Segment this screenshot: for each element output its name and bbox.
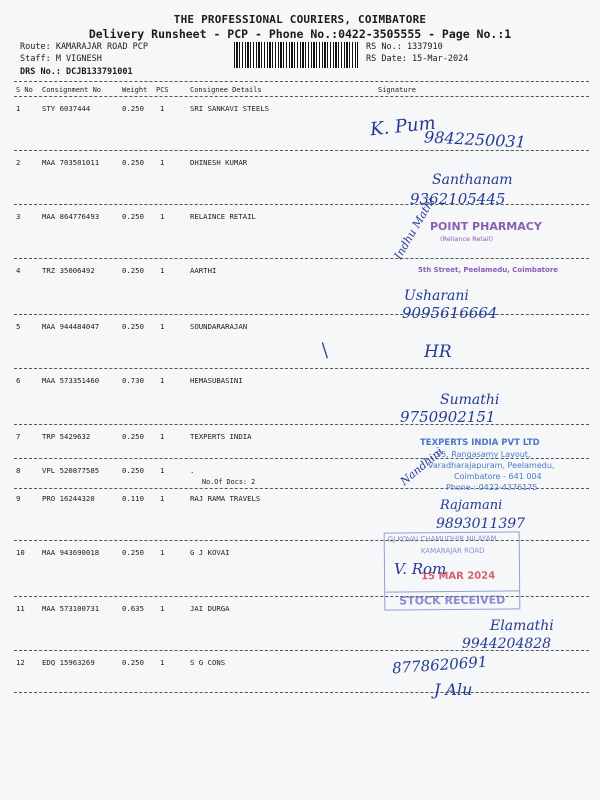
cell-name: S G CONS: [190, 658, 226, 667]
cell-name: .: [190, 466, 195, 475]
cell-cn: MAA 864776493: [42, 212, 100, 221]
cell-cn: TRZ 35006492: [42, 266, 95, 275]
barcode: [234, 42, 358, 68]
company-name: THE PROFESSIONAL COURIERS, COIMBATORE: [173, 13, 427, 26]
col-sno: S No: [16, 86, 33, 94]
route-label: Route: KAMARAJAR ROAD PCP: [20, 42, 148, 52]
cell-cn: MAA 573351460: [42, 376, 100, 385]
col-weight: Weight: [122, 86, 148, 94]
signature-phone-6: 9750902151: [400, 408, 496, 426]
cell-cn: MAA 703501011: [42, 158, 100, 167]
cell-name: HEMASUBASINI: [190, 376, 243, 385]
pharmacy-stamp: POINT PHARMACY: [430, 220, 542, 233]
cell-wt: 0.635: [122, 604, 144, 613]
cell-pcs: 1: [160, 432, 165, 441]
cell-name: JAI DURGA: [190, 604, 230, 613]
cell-wt: 0.730: [122, 376, 144, 385]
cell-sno: 7: [16, 432, 21, 441]
gj-stamp-line1: GJ KOVAI CHAMUDHIR NILAYAM: [387, 534, 497, 544]
cell-wt: 0.250: [122, 104, 144, 113]
row-divider: [14, 692, 589, 693]
cell-sno: 1: [16, 104, 21, 113]
signature-phone-11: 9944204828: [462, 636, 552, 652]
texperts-stamp-line2: 55, Rangasamy Layout,: [436, 450, 531, 459]
cell-sno: 8: [16, 466, 21, 475]
cell-sno: 4: [16, 266, 21, 275]
signature-mark-10: V. Rom: [394, 560, 447, 578]
signature-phone-4: 9095616664: [402, 304, 498, 322]
cell-pcs: 1: [160, 658, 165, 667]
pharmacy-stamp-address: 5th Street, Peelamedu, Coimbatore: [418, 266, 559, 274]
pharmacy-stamp-sub: (Reliance Retail): [440, 235, 494, 243]
cell-wt: 0.250: [122, 266, 144, 275]
cell-wt: 0.250: [122, 158, 144, 167]
cell-cn: MAA 944484047: [42, 322, 100, 331]
cell-pcs: 1: [160, 212, 165, 221]
texperts-stamp-line5: Phone : 0422-4376175: [446, 483, 538, 492]
signature-name-6: Sumathi: [440, 392, 500, 408]
cell-pcs: 1: [160, 322, 165, 331]
row-divider: [14, 424, 589, 425]
col-signature: Signature: [378, 86, 416, 94]
signature-phone-9: 9893011397: [436, 516, 526, 532]
drs-number: DRS No.: DCJB133791001: [20, 67, 133, 77]
runsheet-title: Delivery Runsheet - PCP - Phone No.:0422-3505555 - Page No.:1: [88, 27, 512, 41]
col-consignment: Consignment No: [42, 86, 102, 94]
texperts-stamp-line3: Varadharajapuram, Peelamedu,: [428, 461, 555, 470]
cell-pcs: 1: [160, 104, 165, 113]
column-divider: [14, 96, 589, 97]
cell-sno: 11: [16, 604, 25, 613]
header-divider: [14, 81, 589, 82]
cell-cn: VPL 520877585: [42, 466, 100, 475]
cell-name: DHINESH KUMAR: [190, 158, 248, 167]
cell-sno: 2: [16, 158, 21, 167]
signature-name-2: Santhanam: [432, 172, 513, 188]
cell-name: AARTHI: [190, 266, 217, 275]
row-divider: [14, 258, 589, 259]
cell-wt: 0.250: [122, 432, 144, 441]
rs-date: RS Date: 15-Mar-2024: [366, 54, 469, 64]
row8-docs-note: No.Of Docs: 2: [202, 478, 256, 486]
cell-pcs: 1: [160, 158, 165, 167]
row-divider: [14, 368, 589, 369]
cell-cn: EDQ 15963269: [42, 658, 95, 667]
cell-cn: MAA 943690018: [42, 548, 100, 557]
cell-pcs: 1: [160, 494, 165, 503]
cell-wt: 0.250: [122, 322, 144, 331]
signature-phone-12: 8778620691: [391, 652, 488, 678]
cell-wt: 0.250: [122, 212, 144, 221]
signature-note-3: Indhu Mathi: [391, 195, 438, 262]
cell-wt: 0.250: [122, 658, 144, 667]
cell-cn: STY 6037444: [42, 104, 91, 113]
row-divider: [14, 314, 589, 315]
cell-sno: 12: [16, 658, 25, 667]
signature-name-11: Elamathi: [490, 618, 554, 634]
signature-name-9: Rajamani: [440, 498, 503, 513]
cell-wt: 0.110: [122, 494, 144, 503]
signature-name-4: Usharani: [404, 288, 469, 304]
cell-name: RELAINCE RETAIL: [190, 212, 256, 221]
staff-label: Staff: M VIGNESH: [20, 54, 102, 64]
gj-stamp-line2: KAMARAJAR ROAD: [420, 546, 485, 556]
cell-name: RAJ RAMA TRAVELS: [190, 494, 261, 503]
cell-sno: 5: [16, 322, 21, 331]
cell-name: TEXPERTS INDIA: [190, 432, 252, 441]
cell-pcs: 1: [160, 266, 165, 275]
signature-mark-12: J Alu: [434, 680, 473, 699]
col-pcs: PCS: [156, 86, 169, 94]
rs-number: RS No.: 1337910: [366, 42, 443, 52]
cell-sno: 6: [16, 376, 21, 385]
cell-name: G J KOVAI: [190, 548, 230, 557]
cell-cn: TRP 5429632: [42, 432, 91, 441]
cell-name: SOUNDARARAJAN: [190, 322, 248, 331]
cell-sno: 3: [16, 212, 21, 221]
cell-name: SRI SANKAVI STEELS: [190, 104, 270, 113]
cell-sno: 10: [16, 548, 25, 557]
signature-stroke-5: /: [315, 340, 335, 361]
cell-pcs: 1: [160, 376, 165, 385]
cell-cn: PRO 16244320: [42, 494, 95, 503]
signature-phone-2: 9362105445: [410, 190, 506, 208]
signature-5: HR: [424, 342, 452, 362]
cell-wt: 0.250: [122, 466, 144, 475]
cell-pcs: 1: [160, 466, 165, 475]
signature-note-8: Nandhini: [397, 444, 446, 489]
gj-stamp-date: 15 MAR 2024: [421, 570, 496, 583]
cell-pcs: 1: [160, 604, 165, 613]
cell-cn: MAA 573100731: [42, 604, 100, 613]
cell-wt: 0.250: [122, 548, 144, 557]
col-consignee: Consignee Details: [190, 86, 262, 94]
signature-phone-1: 9842250031: [423, 127, 527, 152]
cell-sno: 9: [16, 494, 21, 503]
texperts-stamp-line4: Coimbatore - 641 004: [454, 472, 542, 481]
cell-pcs: 1: [160, 548, 165, 557]
texperts-stamp: TEXPERTS INDIA PVT LTD: [420, 438, 540, 448]
signature-mark-1: K. Pum: [369, 112, 437, 141]
stock-received: STOCK RECEIVED: [385, 590, 519, 607]
